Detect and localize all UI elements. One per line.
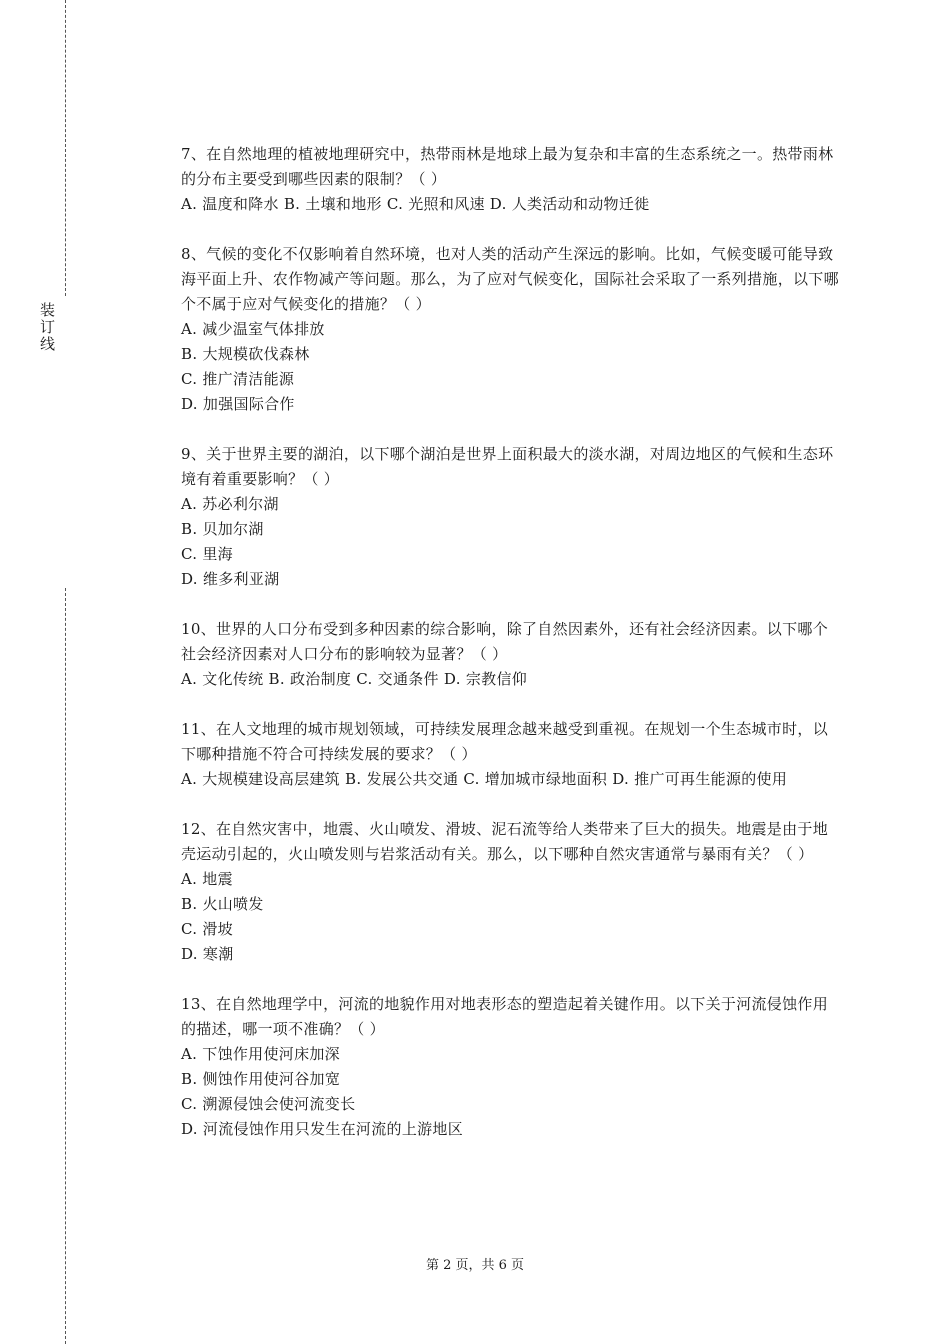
question-8: [181, 242, 841, 417]
option-a: A. 下蚀作用使河床加深: [181, 1045, 340, 1063]
question-stem: 12、在自然灾害中，地震、火山喷发、滑坡、泥石流等给人类带来了巨大的损失。地震是由于地壳运动引起的，火山喷发则与岩浆活动有关。那么，以下哪种自然灾害通常与暴雨有关？（ ）: [181, 820, 828, 863]
option-d: D. 加强国际合作: [181, 395, 295, 413]
question-stem: 10、世界的人口分布受到多种因素的综合影响，除了自然因素外，还有社会经济因素。以下哪个社会经济因素对人口分布的影响较为显著？（ ）: [181, 620, 828, 663]
question-stem: 9、关于世界主要的湖泊，以下哪个湖泊是世界上面积最大的淡水湖，对周边地区的气候和生态环境有着重要影响？（ ）: [181, 445, 834, 488]
option-c: C. 溯源侵蚀会使河流变长: [181, 1095, 356, 1113]
page-number: 第 2 页，共 6 页: [425, 1258, 525, 1273]
question-list: [181, 142, 841, 1167]
option-b: B. 贝加尔湖: [181, 520, 264, 538]
binding-dashed-line-top: [65, 0, 66, 296]
question-9: [181, 442, 841, 592]
option-line: A. 温度和降水 B. 土壤和地形 C. 光照和风速 D. 人类活动和动物迁徙: [181, 195, 650, 213]
option-b: B. 火山喷发: [181, 895, 264, 913]
option-c: C. 里海: [181, 545, 233, 563]
question-7: [181, 142, 841, 217]
option-d: D. 寒潮: [181, 945, 234, 963]
option-line: A. 文化传统 B. 政治制度 C. 交通条件 D. 宗教信仰: [181, 670, 528, 688]
option-line: A. 大规模建设高层建筑 B. 发展公共交通 C. 增加城市绿地面积 D. 推广可再生能源的使用: [181, 770, 788, 788]
question-10: [181, 617, 841, 692]
question-12: [181, 817, 841, 967]
option-d: D. 维多利亚湖: [181, 570, 280, 588]
option-c: C. 滑坡: [181, 920, 233, 938]
binding-dashed-line-bottom: [65, 588, 66, 1344]
question-stem: 8、气候的变化不仅影响着自然环境，也对人类的活动产生深远的影响。比如，气候变暖可能导致海平面上升、农作物减产等问题。那么，为了应对气候变化，国际社会采取了一系列措施，以下哪个不属于应对气候变化的措施？（ ）: [181, 245, 839, 313]
option-a: A. 苏必利尔湖: [181, 495, 279, 513]
option-a: A. 减少温室气体排放: [181, 320, 325, 338]
question-stem: 13、在自然地理学中，河流的地貌作用对地表形态的塑造起着关键作用。以下关于河流侵蚀作用的描述，哪一项不准确？（ ）: [181, 995, 828, 1038]
option-b: B. 大规模砍伐森林: [181, 345, 310, 363]
option-b: B. 侧蚀作用使河谷加宽: [181, 1070, 341, 1088]
option-d: D. 河流侵蚀作用只发生在河流的上游地区: [181, 1120, 464, 1138]
question-11: [181, 717, 841, 792]
binding-label: 装订线: [38, 302, 56, 353]
question-stem: 7、在自然地理的植被地理研究中，热带雨林是地球上最为复杂和丰富的生态系统之一。热带雨林的分布主要受到哪些因素的限制？（ ）: [181, 145, 834, 188]
question-stem: 11、在人文地理的城市规划领域，可持续发展理念越来越受到重视。在规划一个生态城市时，以下哪种措施不符合可持续发展的要求？（ ）: [181, 720, 828, 763]
option-a: A. 地震: [181, 870, 233, 888]
question-13: [181, 992, 841, 1142]
option-c: C. 推广清洁能源: [181, 370, 295, 388]
